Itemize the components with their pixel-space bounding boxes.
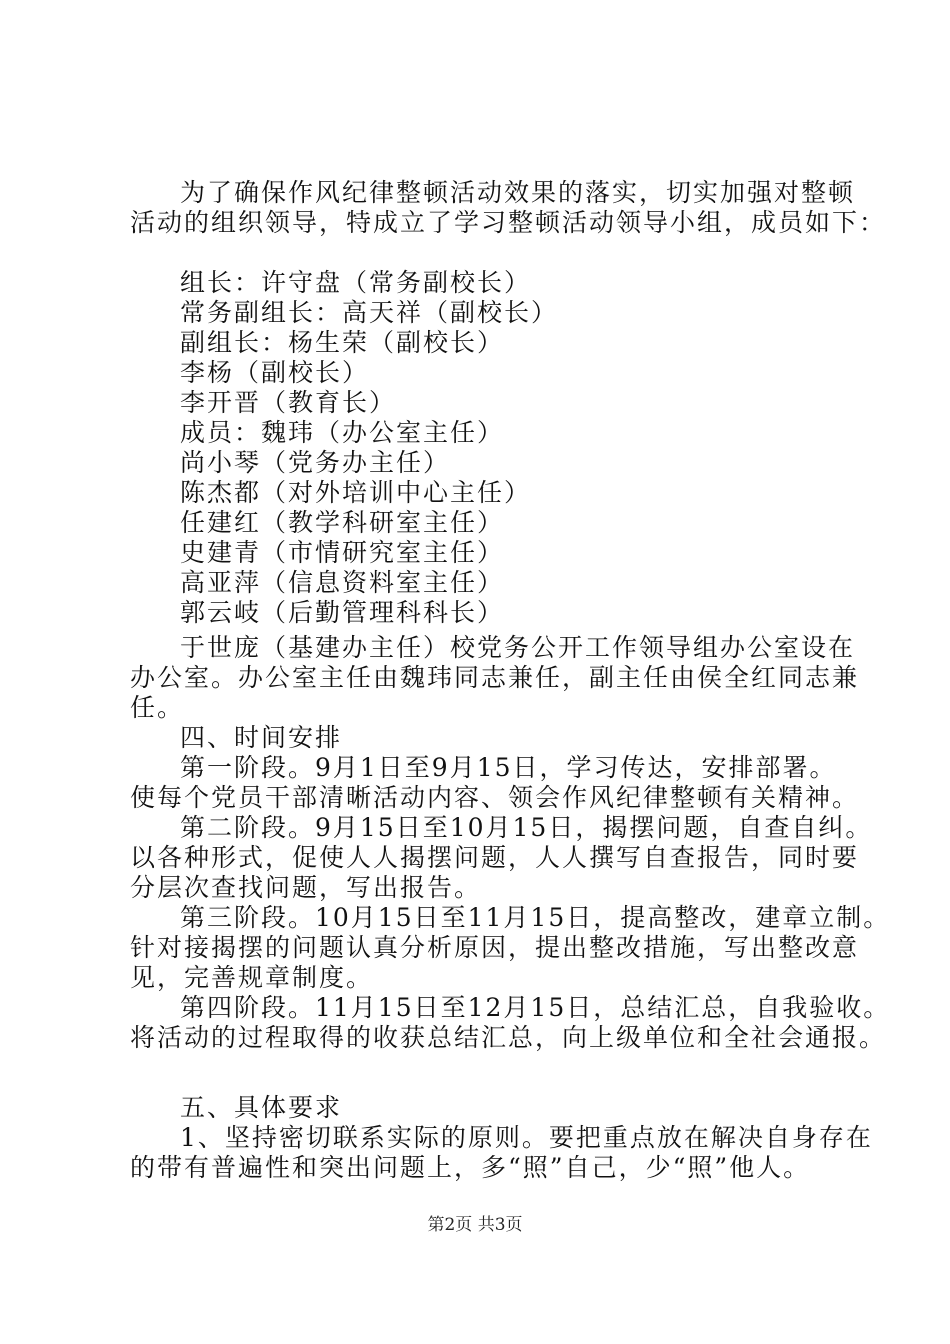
- section-heading: 四、时间安排: [180, 723, 343, 752]
- paragraph-line: 办公室。办公室主任由魏玮同志兼任，副主任由侯全红同志兼: [130, 663, 860, 692]
- paragraph-line: 为了确保作风纪律整顿活动效果的落实，切实加强对整顿: [180, 178, 856, 207]
- paragraph-line: 的带有普遍性和突出问题上，多“照”自己，少“照”他人。: [130, 1153, 811, 1182]
- member-line: 常务副组长：高天祥（副校长）: [180, 298, 559, 327]
- paragraph-line: 以各种形式，促使人人揭摆问题，人人撰写自查报告，同时要: [130, 843, 860, 872]
- paragraph-line: 任。: [130, 693, 185, 722]
- member-line: 郭云岐（后勤管理科科长）: [180, 598, 505, 627]
- paragraph-line: 分层次查找问题，写出报告。: [130, 873, 482, 902]
- paragraph-line: 活动的组织领导，特成立了学习整顿活动领导小组，成员如下：: [130, 208, 887, 237]
- page-number: 第2页 共3页: [427, 1215, 523, 1235]
- paragraph-line: 使每个党员干部清晰活动内容、领会作风纪律整顿有关精神。: [130, 783, 860, 812]
- paragraph-line: 将活动的过程取得的收获总结汇总，向上级单位和全社会通报。: [130, 1023, 887, 1052]
- paragraph-line: 第二阶段。9月15日至10月15日，揭摆问题，自查自纠。: [180, 813, 873, 842]
- member-line: 史建青（市情研究室主任）: [180, 538, 505, 567]
- member-line: 尚小琴（党务办主任）: [180, 448, 451, 477]
- member-line: 成员：魏玮（办公室主任）: [180, 418, 505, 447]
- member-line: 任建红（教学科研室主任）: [180, 508, 505, 537]
- paragraph-line: 见，完善规章制度。: [130, 963, 374, 992]
- paragraph-line: 第四阶段。11月15日至12月15日，总结汇总，自我验收。: [180, 993, 891, 1022]
- member-line: 陈杰都（对外培训中心主任）: [180, 478, 532, 507]
- member-line: 李开晋（教育长）: [180, 388, 397, 417]
- paragraph-line: 针对接揭摆的问题认真分析原因，提出整改措施，写出整改意: [130, 933, 860, 962]
- member-line: 组长：许守盘（常务副校长）: [180, 268, 532, 297]
- member-line: 高亚萍（信息资料室主任）: [180, 568, 505, 597]
- paragraph-line: 1、坚持密切联系实际的原则。要把重点放在解决自身存在: [180, 1123, 873, 1152]
- paragraph-line: 第三阶段。10月15日至11月15日，提高整改，建章立制。: [180, 903, 891, 932]
- section-heading: 五、具体要求: [180, 1093, 343, 1122]
- member-line: 副组长：杨生荣（副校长）: [180, 328, 505, 357]
- paragraph-line: 于世庞（基建办主任）校党务公开工作领导组办公室设在: [180, 633, 856, 662]
- paragraph-line: 第一阶段。9月1日至9月15日，学习传达，安排部署。: [180, 753, 837, 782]
- member-line: 李杨（副校长）: [180, 358, 370, 387]
